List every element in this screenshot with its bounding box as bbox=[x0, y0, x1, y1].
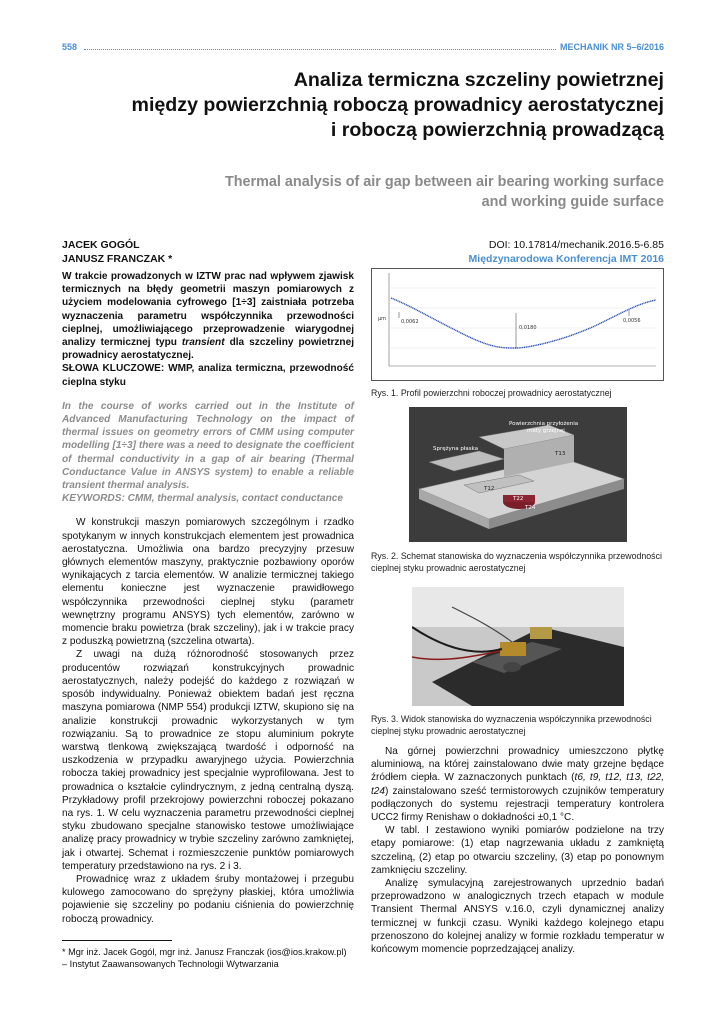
y-axis-label: µm bbox=[378, 316, 387, 322]
body-text bbox=[62, 516, 354, 925]
author-name: JACEK GOGÓL bbox=[62, 239, 140, 251]
label-t22: T22 bbox=[513, 496, 524, 502]
paragraph: Z uwagi na dużą różnorodność stosowanych przez producentów rozwiązań konstrukcyjnych prowadnic aerostatycznych, należy podejść do każdego z rozwiązań w sposób indywidualny. Ponieważ obiektem badań jest ręczna maszyna pomiarowa (NMP 554) produkcji IZTW, skupiono się na analizie konstrukcji prowadnic wykorzystanych w tym rozwiązaniu. Są to prowadnice ze stopu aluminium pokryte warstwą tlenkową zwiększającą twardość i odporność na uszkodzenia w przypadku awaryjnego użycia. Powierzchnia robocza takiej prowadnicy jest specjalnie wyprofilowana. Jest to prowadnica o kształcie cylindrycznym, z jedną centralną dyszą. Przykładowy profil przekrojowy powierzchni roboczej pokazano na rys. 1. W celu wyznaczenia parametru przewodności cieplnej styku zbudowano specjalne stanowisko testowe umożliwiające analizę pracy prowadnicy w trybie szczeliny zarówno zamkniętej, jak i otwartej. Schemat i rozmieszczenie punktów pomiarowych temperatury przedstawiono na rys. 2 i 3. bbox=[62, 649, 354, 872]
title-line: i roboczą powierzchnią prowadzącą bbox=[330, 119, 664, 141]
abstract-pl-part: dla szczeliny powietrznej prowadnicy aerostatycznej. bbox=[62, 337, 355, 362]
label-mats: maty grzejnej bbox=[527, 428, 565, 434]
figure-1-caption: Rys. 1. Profil powierzchni roboczej prowadnicy aerostatycznej bbox=[371, 388, 612, 398]
abstract-pl-part: W trakcie prowadzonych w IZTW prac nad wpływem zjawisk termicznych na błędy geometrii maszyn pomiarowych z użyciem modelowania cyfrowego [1÷3] zaistniała potrzeba wyznaczenia parametru współczynnika przewodności cieplnej, umożliwiającego przeprowadzenie wiarygodnej analizy termicznej typu bbox=[62, 271, 354, 349]
article-title bbox=[44, 68, 664, 143]
title-line: między powierzchnią roboczą prowadnicy aerostatycznej bbox=[131, 94, 664, 116]
figure-3-photo bbox=[412, 587, 624, 706]
subtitle-line: and working guide surface bbox=[481, 194, 664, 210]
keywords-pl: SŁOWA KLUCZOWE: WMP, analiza termiczna, przewodność cieplna styku bbox=[62, 363, 354, 388]
heating-mats bbox=[500, 642, 526, 656]
figure-2-schematic bbox=[409, 407, 627, 542]
label-t13: T13 bbox=[555, 451, 566, 457]
paragraph-part: Na górnej powierzchni prowadnicy umieszczono płytkę aluminiową, na której zainstalowano dwie maty grzejne będące źródłem ciepła. W zaznaczonych punktach ( bbox=[371, 746, 664, 784]
abstract-pl-text bbox=[62, 270, 354, 362]
footnote-rule bbox=[62, 940, 172, 941]
abstract-pl-italic: transient bbox=[181, 337, 225, 349]
doi-block bbox=[469, 238, 664, 266]
left-column bbox=[62, 270, 354, 926]
page-number: 558 bbox=[62, 42, 78, 52]
header-rule bbox=[84, 49, 556, 50]
subtitle-line: Thermal analysis of air gap between air bearing working surface bbox=[224, 174, 664, 190]
paragraph: Analizę symulacyjną zarejestrowanych uprzednio badań przeprowadzono w analogicznych trzech etapach w module Transient Thermal ANSYS v.16.0, czyli dynamicznej analizy termicznej w funkcji czasu. Wyniki każdego kolejnego etapu przenoszono do kolejnej analizy w formie rozkładu temperatur w końcowym momencie poprzedzającej analizy. bbox=[371, 878, 664, 956]
keywords-en: KEYWORDS: CMM, thermal analysis, contact conductance bbox=[62, 493, 343, 505]
author-name: JANUSZ FRANCZAK * bbox=[62, 253, 173, 265]
label-t24: T24 bbox=[525, 505, 536, 511]
label-left: 0,0062 bbox=[401, 319, 419, 325]
paragraph: Prowadnicę wraz z układem śruby montażowej i przegubu kulowego zamocowano do sprężyny płaskiej, która umożliwia pojawienie się szczeliny po podaniu ciśnienia do powierzchnię roboczą prowadnicy. bbox=[62, 873, 354, 925]
authors bbox=[62, 238, 172, 266]
label-spring: Sprężyna płaska bbox=[433, 446, 479, 452]
footnote-text: * Mgr inż. Jacek Gogól, mgr inż. Janusz Franczak (ios@ios.krakow.pl) – Instytut Zaawansowanych Technologii Wytwarzania bbox=[62, 947, 347, 969]
paragraph bbox=[371, 745, 664, 824]
paragraph-italic: t6, t9, t12, t13, t22, t24 bbox=[371, 772, 665, 797]
abstract-pl bbox=[62, 270, 354, 389]
title-line: Analiza termiczna szczeliny powietrznej bbox=[293, 69, 664, 91]
label-right: 0,0056 bbox=[623, 318, 641, 324]
doi: DOI: 10.17814/mechanik.2016.5-6.85 bbox=[488, 239, 664, 251]
figure-1-profile-plot bbox=[371, 268, 664, 381]
article-subtitle bbox=[44, 172, 664, 212]
figure-2-caption: Rys. 2. Schemat stanowiska do wyznaczenia współczynnika przewodności cieplnej styku prowadnic aerostatycznej bbox=[371, 551, 662, 573]
abstract-en-text: In the course of works carried out in the Institute of Advanced Manufacturing Technology on the impact of thermal issues on geometry errors of CMM using computer modelling [1÷3] there was a need to designate the coefficient of thermal conductivity in a gap of air bearing (Thermal Conductance Value in ANSYS system) to enable a reliable transient thermal analysis. bbox=[62, 400, 354, 492]
label-surface: Powierzchnia przyłożenia bbox=[509, 421, 579, 427]
label-mid: 0,0180 bbox=[519, 325, 537, 331]
footnote bbox=[62, 940, 354, 970]
abstract-en bbox=[62, 400, 354, 506]
page-header bbox=[62, 42, 664, 56]
label-t12: T12 bbox=[484, 486, 495, 492]
journal-name: MECHANIK NR 5–6/2016 bbox=[559, 42, 664, 52]
figure-3-caption: Rys. 3. Widok stanowiska do wyznaczenia współczynnika przewodności cieplnej styku prowadnic aerostatycznej bbox=[371, 714, 652, 736]
right-column-text bbox=[371, 745, 664, 956]
conference: Międzynarodowa Konferencja IMT 2016 bbox=[468, 253, 664, 265]
paragraph-part: ) zainstalowano sześć termistorowych czujników temperatury podłączonych do systemu rejestracji temperatury kontrolera UCC2 firmy Renishaw o dokładności ±0,1 °C. bbox=[371, 785, 664, 824]
paragraph: W konstrukcji maszyn pomiarowych szczególnym i rzadko spotykanym w innych konstrukcjach elementem jest prowadnica aerostatyczna. Umożliwia ona bardzo precyzyjny przesuw głównych elementów maszyny, praktycznie pozbawiony oporów wynikających z tarcia elementów. W analizie termicznej takiego elementu konieczne jest wyznaczenie prawidłowego współczynnika przewodności cieplnej styku (parametr wewnętrzny programu ANSYS) tych elementów, zarówno w momencie braku powietrza (brak szczeliny), jak i w trakcie pracy z poduszką powietrzną (szczelina otwarta). bbox=[62, 517, 354, 648]
paragraph: W tabl. I zestawiono wyniki pomiarów podzielone na trzy etapy pomiarowe: (1) etap nagrzewania układu z zamkniętą szczeliną, (2) etap po otwarciu szczeliny, (3) etap po ponownym zamknięciu szczeliny. bbox=[371, 825, 664, 876]
